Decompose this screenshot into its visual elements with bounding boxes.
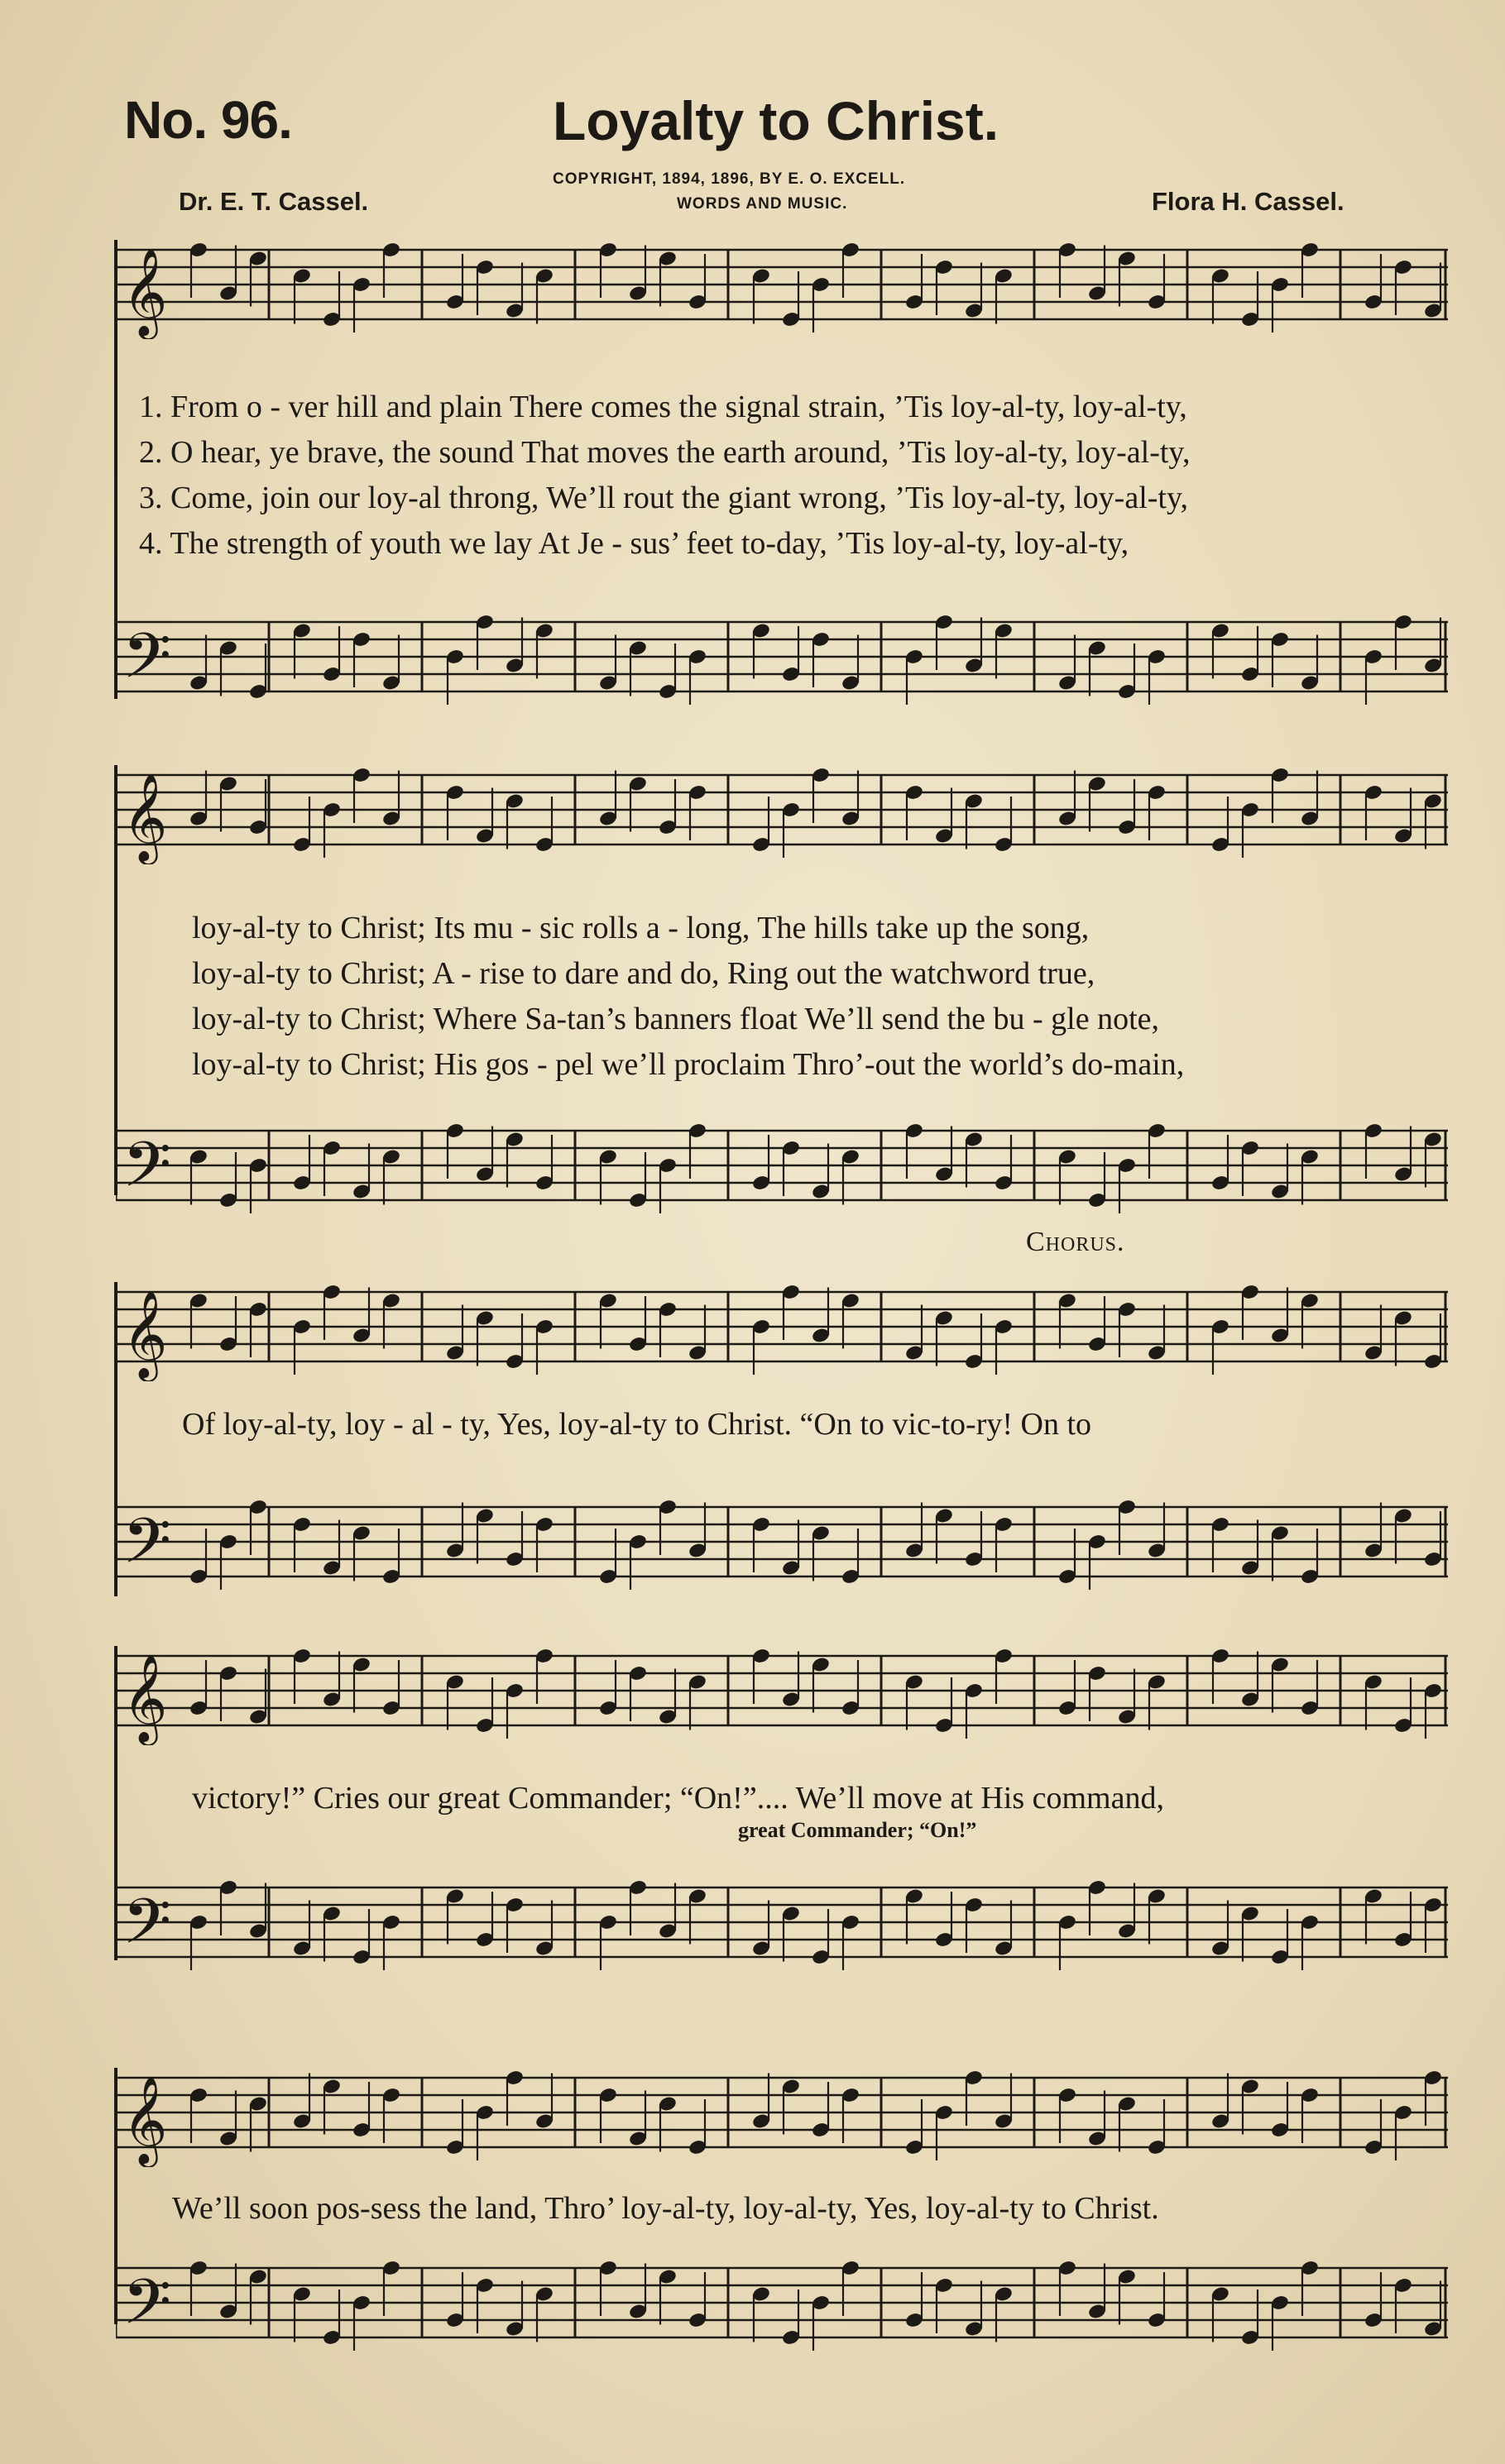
treble-clef-icon: 𝄞	[122, 1653, 168, 1742]
chorus-line-1: Of loy-al-ty, loy - al - ty, Yes, loy-al-ty to Christ. “On to vic-to-ry! On to	[182, 1407, 1092, 1442]
treble-clef-icon: 𝄞	[122, 2075, 168, 2164]
treble-staff	[116, 2060, 1448, 2167]
cue-text: great Commander; “On!”	[738, 1818, 977, 1842]
bass-clef-icon: 𝄢	[122, 1128, 172, 1217]
copyright-line: COPYRIGHT, 1894, 1896, BY E. O. EXCELL.	[553, 170, 906, 188]
treble-clef-icon: 𝄞	[122, 773, 168, 861]
verse-line-4: 4. The strength of youth we lay At Je - sus’ feet to-day, ’Tis loy-al-ty, loy-al-ty,	[139, 526, 1129, 561]
bass-staff	[116, 2250, 1448, 2357]
bass-clef-icon: 𝄢	[122, 1885, 172, 1974]
bass-clef-icon: 𝄢	[122, 620, 172, 708]
verse-line-3: 3. Come, join our loy-al throng, We’ll rout the giant wrong, ’Tis loy-al-ty, loy-al-ty,	[139, 481, 1189, 515]
verse-line-2: 2. O hear, ye brave, the sound That moves the earth around, ’Tis loy-al-ty, loy-al-ty,	[139, 435, 1191, 470]
verse-line-4b: loy-al-ty to Christ; His gos - pel we’ll proclaim Thro’-out the world’s do-main,	[192, 1047, 1185, 1082]
chorus-line-3: We’ll soon pos-sess the land, Thro’ loy-al-ty, loy-al-ty, Yes, loy-al-ty to Christ.	[172, 2191, 1159, 2226]
bass-staff	[116, 1112, 1448, 1220]
bass-staff	[116, 1869, 1448, 1977]
treble-clef-icon: 𝄞	[122, 1289, 168, 1378]
hymn-number: No. 96.	[124, 90, 292, 150]
chorus-line-2: victory!” Cries our great Commander; “On!”.... We’ll move at His command,	[192, 1781, 1164, 1816]
bass-clef-icon: 𝄢	[122, 2265, 172, 2354]
treble-staff	[116, 232, 1448, 339]
lyricist: Dr. E. T. Cassel.	[179, 187, 369, 216]
hymn-title: Loyalty to Christ.	[553, 90, 999, 151]
verse-line-1b: loy-al-ty to Christ; Its mu - sic rolls a - long, The hills take up the song,	[192, 911, 1090, 945]
verse-line-3b: loy-al-ty to Christ; Where Sa-tan’s banners float We’ll send the bu - gle note,	[192, 1002, 1160, 1036]
treble-staff	[116, 1274, 1448, 1381]
treble-clef-icon: 𝄞	[122, 247, 168, 336]
verse-line-2b: loy-al-ty to Christ; A - rise to dare and do, Ring out the watchword true,	[192, 956, 1095, 991]
chorus-label: Chorus.	[1026, 1227, 1125, 1257]
composer: Flora H. Cassel.	[1152, 187, 1344, 216]
words-music-line: WORDS AND MUSIC.	[677, 195, 848, 213]
bass-staff	[116, 1489, 1448, 1596]
treble-staff	[116, 1638, 1448, 1745]
verse-line-1: 1. From o - ver hill and plain There comes the signal strain, ’Tis loy-al-ty, loy-al-ty,	[139, 390, 1187, 424]
bass-clef-icon: 𝄢	[122, 1505, 172, 1593]
bass-staff	[116, 604, 1448, 711]
treble-staff	[116, 757, 1448, 864]
